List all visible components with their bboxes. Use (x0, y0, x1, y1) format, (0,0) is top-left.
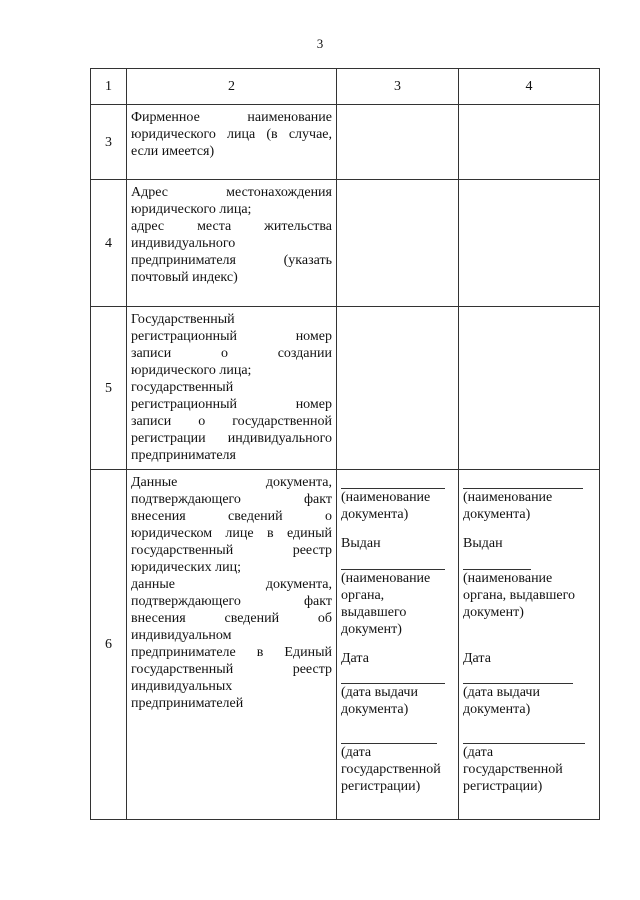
header-row (91, 69, 600, 105)
desc-line: почтовый индекс) (131, 270, 238, 285)
header-cell-2: 2 (127, 69, 337, 105)
desc-line: юридического лица; (131, 363, 252, 378)
row-description (127, 307, 337, 470)
desc-line: данные документа, (131, 577, 332, 592)
table-row (91, 470, 600, 820)
desc-line: предпринимателей (131, 696, 244, 711)
table-row (91, 307, 600, 470)
desc-line: внесения сведений об (131, 611, 332, 626)
desc-line: регистрационный номер (131, 329, 332, 344)
desc-line: государственный (131, 380, 234, 395)
reg-date-caption: регистрации) (463, 779, 543, 794)
header-cell-3: 3 (337, 69, 459, 105)
desc-line: юридического лица (в случае, (131, 127, 332, 142)
value-cell-col3[interactable] (337, 105, 459, 180)
header-cell-4: 4 (459, 69, 600, 105)
desc-line: если имеется) (131, 144, 215, 159)
desc-line: индивидуального (131, 236, 236, 251)
org-caption: (наименование (341, 571, 431, 586)
reg-date-caption: (дата (463, 745, 494, 760)
value-cell-col4[interactable] (459, 180, 600, 307)
org-caption: органа, (341, 588, 385, 603)
desc-line: государственный реестр (131, 662, 332, 677)
desc-line: подтверждающего факт (131, 594, 332, 609)
value-cell-col3[interactable] (337, 470, 459, 820)
date-label: Дата (341, 651, 369, 666)
desc-line: индивидуальных (131, 679, 233, 694)
issue-date-caption: (дата выдачи (341, 685, 418, 700)
doc-name-caption: документа) (463, 507, 531, 522)
desc-line: юридическом лице в единый (131, 526, 332, 541)
doc-name-caption: (наименование (341, 490, 431, 505)
desc-line: подтверждающего факт (131, 492, 332, 507)
form-table (90, 68, 600, 820)
issue-date-caption: документа) (341, 702, 409, 717)
desc-line: записи о создании (131, 346, 332, 361)
desc-line: индивидуальном (131, 628, 232, 643)
org-caption: органа, выдавшего (463, 588, 576, 603)
table-row (91, 180, 600, 307)
issue-date-caption: (дата выдачи (463, 685, 540, 700)
row-number: 4 (91, 180, 127, 307)
value-cell-col4[interactable] (459, 470, 600, 820)
date-label: Дата (463, 651, 491, 666)
value-cell-col3[interactable] (337, 307, 459, 470)
desc-line: юридических лиц; (131, 560, 242, 575)
row-description (127, 180, 337, 307)
doc-name-caption: документа) (341, 507, 409, 522)
row-number: 3 (91, 105, 127, 180)
desc-line: внесения сведений о (131, 509, 332, 524)
org-caption: документ) (341, 622, 402, 637)
reg-date-caption: государственной (341, 762, 441, 777)
value-cell-col4[interactable] (459, 307, 600, 470)
issued-label: Выдан (463, 536, 503, 551)
org-caption: (наименование (463, 571, 553, 586)
doc-name-caption: (наименование (463, 490, 553, 505)
desc-line: предпринимателя (131, 448, 236, 463)
row-description (127, 105, 337, 180)
reg-date-caption: регистрации) (341, 779, 421, 794)
desc-line: Фирменное наименование (131, 110, 332, 125)
page-number: 3 (316, 36, 324, 51)
value-cell-col3[interactable] (337, 180, 459, 307)
table-row (91, 105, 600, 180)
desc-line: регистрационный номер (131, 397, 332, 412)
row-description (127, 470, 337, 820)
desc-line: адрес места жительства (131, 219, 332, 234)
desc-line: предпринимателя (указать (131, 253, 332, 268)
desc-line: Данные документа, (131, 475, 332, 490)
org-caption: документ) (463, 605, 524, 620)
desc-line: регистрации индивидуального (131, 431, 332, 446)
desc-line: предпринимателе в Единый (131, 645, 332, 660)
desc-line: государственный реестр (131, 543, 332, 558)
row-number: 5 (91, 307, 127, 470)
issued-label: Выдан (341, 536, 381, 551)
desc-line: юридического лица; (131, 202, 252, 217)
reg-date-caption: государственной (463, 762, 563, 777)
desc-line: Адрес местонахождения (131, 185, 332, 200)
desc-line: Государственный (131, 312, 235, 327)
row-number: 6 (91, 470, 127, 820)
issue-date-caption: документа) (463, 702, 531, 717)
desc-line: записи о государственной (131, 414, 332, 429)
reg-date-caption: (дата (341, 745, 372, 760)
value-cell-col4[interactable] (459, 105, 600, 180)
org-caption: выдавшего (341, 605, 407, 620)
header-cell-1: 1 (91, 69, 127, 105)
